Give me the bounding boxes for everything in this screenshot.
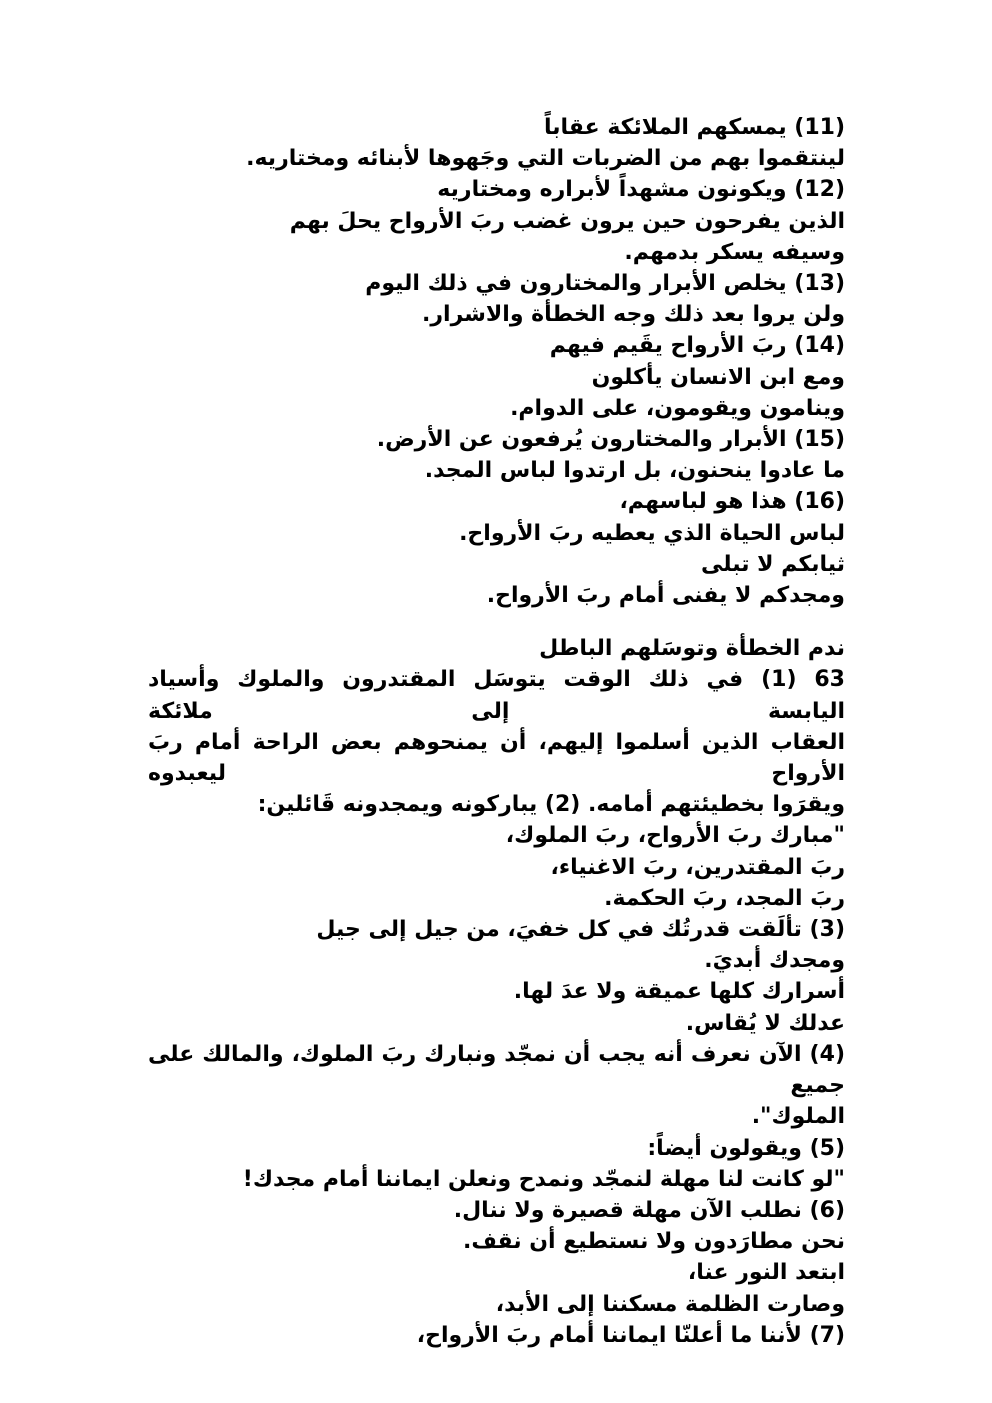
text-line: عدلك لا يُقاس. [685,1010,845,1036]
text-line: نحن مطارَدون ولا نستطيع أن نقف. [462,1229,845,1255]
text-line: ما عادوا ينحنون، بل ارتدوا لباس المجد. [424,458,845,484]
text-line: (11) يمسكهم الملائكة عقاباً [544,115,845,140]
text-line: وسيفه يسكر بدمهم. [624,239,845,265]
text-line: ولن يروا بعد ذلك وجه الخطأة والاشرار. [422,302,845,328]
text-line: (4) الآن نعرف أنه يجب أن نمجّد ونبارك ربَ الملوك، والمالك على جميع [148,1041,845,1099]
text-line: وصارت الظلمة مسكننا إلى الأبد، [495,1291,845,1317]
section-heading: ندم الخطأة وتوسَلهم الباطل [539,636,845,662]
text-line: (5) ويقولون أيضاً: [647,1135,845,1161]
text-line: وينامون ويقومون، على الدوام. [510,395,845,421]
text-line: ومع ابن الانسان يأكلون [591,364,845,390]
text-line: لباس الحياة الذي يعطيه ربَ الأرواح. [459,520,845,546]
text-line: (7) لأننا ما أعلنّا ايماننا أمام ربَ الأرواح، [416,1322,845,1348]
text-line: (13) يخلص الأبرار والمختارون في ذلك اليوم [365,271,845,297]
text-line: (14) ربَ الأرواح يقَيم فيهم [549,333,845,359]
text-line: (15) الأبرار والمختارون يُرفعون عن الأرض. [376,427,845,453]
text-line: الذين يفرحون حين يرون غضب ربَ الأرواح يحلَ بهم [289,208,845,234]
text-line: (3) تألَقت قدرتُك في كل خفيَ، من جيل إلى جيل [316,917,845,943]
text-line: 63 (1) في ذلك الوقت يتوسَل المقتدرون والملوك وأسياد اليابسة إلى ملائكة [148,667,845,724]
text-line: العقاب الذين أسلموا إليهم، أن يمنحوهم بعض الراحة أمام ربَ الأرواح ليعبدوه [148,729,845,787]
text-line: الملوك". [751,1104,845,1130]
text-line: ربَ المقتدرين، ربَ الاغنياء، [550,854,845,880]
text-line: أسرارك كلها عميقة ولا عدَ لها. [513,979,845,1005]
text-line: (12) ويكونون مشهداً لأبراره ومختاريه [437,177,845,203]
text-line: ثيابكم لا تبلى [701,551,845,577]
text-line: "مبارك ربَ الأرواح، ربَ الملوك، [505,823,845,849]
text-line: ومجدك أبديَ. [704,948,845,974]
text-line: لينتقموا بهم من الضربات التي وجَهوها لأبنائه ومختاريه. [246,146,845,172]
text-line: ابتعد النور عنا، [687,1260,845,1286]
text-line: "لو كانت لنا مهلة لنمجّد ونمدح ونعلن ايماننا أمام مجدك! [242,1166,845,1192]
text-content [148,112,845,1351]
text-line: (6) نطلب الآن مهلة قصيرة ولا ننال. [453,1197,845,1223]
text-line: (16) هذا هو لباسهم، [619,489,845,515]
text-line: ويقرَوا بخطيئتهم أمامه. (2) يباركونه ويمجدونه قَائلين: [257,792,845,818]
text-line: ومجدكم لا يفنى أمام ربَ الأرواح. [486,583,845,609]
text-line: ربَ المجد، ربَ الحكمة. [604,885,845,911]
